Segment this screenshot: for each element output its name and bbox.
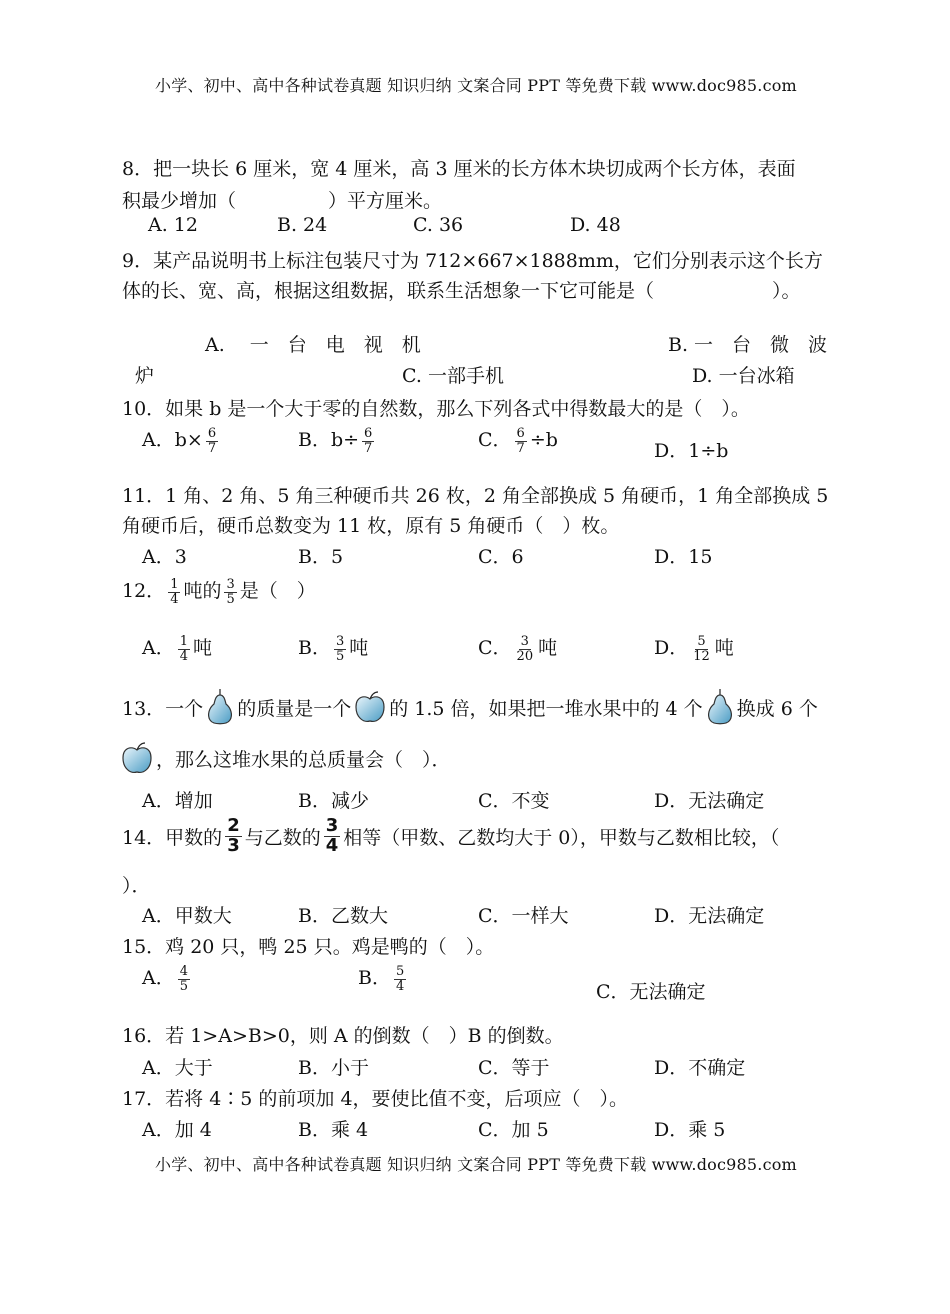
q13-option-d: D．无法确定 — [654, 790, 765, 812]
fraction — [362, 427, 374, 455]
q13-option-c: C．不变 — [478, 790, 550, 812]
fraction — [225, 817, 242, 856]
q13-stem-line2 — [118, 741, 451, 775]
q8-stem-line1: 8．把一块长 6 厘米，宽 4 厘米，高 3 厘米的长方体木块切成两个长方体，表面 — [122, 158, 796, 180]
q14-stem-line1 — [122, 817, 779, 856]
q11-option-a: A．3 — [142, 546, 187, 568]
option-label: A．b× — [142, 429, 203, 451]
denominator: 4 — [170, 591, 179, 607]
q17-option-c: C．加 5 — [478, 1119, 549, 1141]
stem-text: 14．甲数的 — [122, 826, 223, 849]
q13-option-a: A．增加 — [142, 790, 213, 812]
numerator: 3 — [325, 815, 339, 836]
numerator: 2 — [227, 815, 240, 836]
q10-option-b — [298, 425, 377, 455]
q11-stem-line1: 11．1 角、2 角、5 角三种硬币共 26 枚，2 角全部换成 5 角硬币，1 角全部换成 5 — [122, 485, 829, 507]
q11-option-b: B．5 — [298, 546, 344, 568]
fraction — [178, 965, 190, 993]
unit: 吨 — [193, 637, 213, 659]
numerator: 3 — [520, 633, 529, 649]
fraction — [515, 427, 527, 455]
q13-stem-line1 — [122, 688, 818, 726]
stem-text: 13．一个 — [122, 697, 204, 720]
q16-stem: 16．若 1>A>B>0，则 A 的倒数（ ）B 的倒数。 — [122, 1025, 564, 1047]
q14-stem-line2: ）． — [122, 875, 151, 897]
numerator: 5 — [395, 963, 405, 979]
question-number: 12． — [122, 580, 166, 602]
fraction — [206, 427, 218, 455]
q15-stem: 15．鸡 20 只，鸭 25 只。鸡是鸭的（ ）。 — [122, 936, 495, 958]
denominator: 4 — [179, 648, 189, 664]
q9-option-a: A. 一 台 电 视 机 — [205, 334, 421, 356]
q14-option-c: C．一样大 — [478, 905, 569, 927]
option-label: D． — [654, 637, 689, 659]
fraction — [168, 578, 180, 606]
denominator: 7 — [516, 440, 525, 456]
option-label: B． — [358, 967, 391, 989]
stem-text: ，那么这堆水果的总质量会（ ）． — [156, 748, 451, 771]
q10-option-a — [142, 425, 221, 455]
denominator: 5 — [179, 978, 189, 994]
stem-text: 换成 6 个 — [736, 697, 818, 720]
stem-text: 的 1.5 倍，如果把一堆水果中的 4 个 — [389, 697, 703, 720]
q17-option-d: D．乘 5 — [654, 1119, 726, 1141]
denominator: 3 — [227, 834, 240, 856]
numerator: 6 — [207, 425, 217, 441]
stem-text: 相等（甲数、乙数均大于 0），甲数与乙数相比较，（ — [343, 826, 780, 849]
q11-stem-line2: 角硬币后，硬币总数变为 11 枚，原有 5 角硬币（ ）枚。 — [122, 515, 620, 537]
denominator: 5 — [226, 591, 235, 607]
q12-option-b — [298, 633, 368, 663]
q12-stem — [122, 576, 316, 606]
fraction — [691, 635, 712, 663]
denominator: 5 — [335, 648, 345, 664]
page-header: 小学、初中、高中各种试卷真题 知识归纳 文案合同 PPT 等免费下载 www.doc985.com — [155, 76, 797, 95]
q8-option-a: A. 12 — [148, 214, 198, 236]
denominator: 20 — [516, 648, 534, 664]
numerator: 3 — [226, 576, 235, 592]
q17-option-a: A．加 4 — [142, 1119, 212, 1141]
q16-option-d: D．不确定 — [654, 1057, 746, 1079]
option-label: C． — [478, 429, 512, 451]
stem-text: 是（ ） — [239, 580, 316, 602]
fraction — [178, 635, 190, 663]
option-label: B． — [298, 637, 331, 659]
fraction — [394, 965, 406, 993]
option-label: C． — [478, 637, 512, 659]
denominator: 4 — [395, 978, 405, 994]
q10-option-d: D．1÷b — [654, 440, 729, 462]
option-label: B．b÷ — [298, 429, 360, 451]
q9-option-d: D. 一台冰箱 — [692, 365, 795, 387]
q11-option-d: D．15 — [654, 546, 713, 568]
numerator: 6 — [516, 425, 525, 441]
numerator: 1 — [179, 633, 189, 649]
numerator: 5 — [697, 633, 706, 649]
numerator: 1 — [170, 576, 179, 592]
option-text: ÷b — [529, 429, 558, 451]
fraction — [515, 635, 536, 663]
apple-icon — [120, 741, 154, 775]
q8-option-d: D. 48 — [570, 214, 621, 236]
q9-option-c: C. 一部手机 — [402, 365, 504, 387]
fraction — [224, 578, 236, 606]
denominator: 7 — [207, 440, 217, 456]
stem-text: 的质量是一个 — [237, 697, 352, 720]
pear-icon — [205, 688, 235, 726]
q12-option-a — [142, 633, 212, 663]
numerator: 6 — [364, 425, 373, 441]
q15-option-b — [358, 963, 409, 993]
q8-stem-part1: 积最少增加（ — [122, 190, 237, 212]
q9-option-b: B. 一 台 微 波 — [668, 334, 828, 356]
q8-stem-part2: ）平方厘米。 — [328, 190, 443, 212]
q11-option-c: C．6 — [478, 546, 524, 568]
q10-stem: 10．如果 b 是一个大于零的自然数，那么下列各式中得数最大的是（ ）。 — [122, 398, 750, 420]
option-label: A． — [142, 967, 175, 989]
q9-option-b-wrap: 炉 — [135, 365, 155, 387]
q9-stem-part1: 体的长、宽、高，根据这组数据，联系生活想象一下它可能是（ — [122, 280, 655, 302]
q16-option-b: B．小于 — [298, 1057, 369, 1079]
q13-option-b: B．减少 — [298, 790, 369, 812]
denominator: 4 — [325, 834, 339, 856]
unit: 吨 — [538, 637, 558, 659]
q17-stem: 17．若将 4∶5 的前项加 4，要使比值不变，后项应（ ）。 — [122, 1088, 629, 1110]
option-label: A． — [142, 637, 175, 659]
q17-option-b: B．乘 4 — [298, 1119, 369, 1141]
page-footer: 小学、初中、高中各种试卷真题 知识归纳 文案合同 PPT 等免费下载 www.doc985.com — [155, 1155, 797, 1174]
q12-option-d — [654, 633, 734, 663]
stem-text: 与乙数的 — [244, 826, 321, 849]
q8-stem-line2 — [122, 186, 442, 213]
stem-text: 吨的 — [183, 580, 222, 602]
q14-option-a: A．甲数大 — [142, 905, 232, 927]
q9-stem-line2 — [122, 276, 801, 303]
apple-icon — [353, 690, 387, 724]
unit: 吨 — [714, 637, 734, 659]
unit: 吨 — [349, 637, 369, 659]
fraction — [334, 635, 346, 663]
q9-stem-line1: 9．某产品说明书上标注包装尺寸为 712×667×1888mm，它们分别表示这个长方 — [122, 250, 823, 272]
denominator: 12 — [693, 648, 710, 664]
q14-option-d: D．无法确定 — [654, 905, 765, 927]
q16-option-a: A．大于 — [142, 1057, 213, 1079]
numerator: 4 — [179, 963, 189, 979]
q15-option-c: C．无法确定 — [596, 981, 706, 1003]
pear-icon — [705, 688, 735, 726]
fraction — [324, 817, 341, 856]
q8-option-b: B. 24 — [277, 214, 328, 236]
q9-stem-part2: ）。 — [772, 280, 801, 302]
q15-option-a — [142, 963, 193, 993]
q8-option-c: C. 36 — [413, 214, 464, 236]
denominator: 7 — [364, 440, 373, 456]
q12-option-c — [478, 633, 557, 663]
numerator: 3 — [335, 633, 345, 649]
q14-option-b: B．乙数大 — [298, 905, 388, 927]
q16-option-c: C．等于 — [478, 1057, 550, 1079]
q10-option-c — [478, 425, 558, 455]
